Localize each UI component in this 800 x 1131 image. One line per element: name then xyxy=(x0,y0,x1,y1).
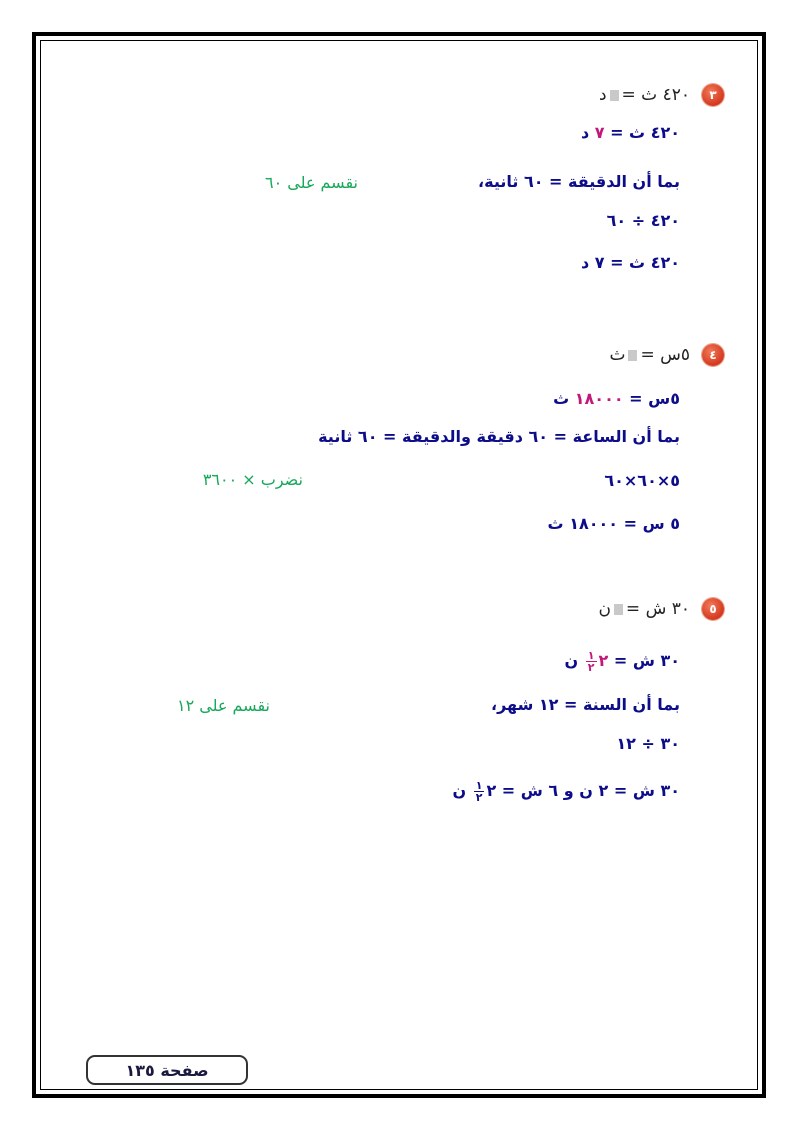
problem-expression: ٤٢٠ ث = xyxy=(621,85,690,105)
blank-box xyxy=(614,604,623,615)
blank-box xyxy=(628,350,637,361)
page-number-label: صفحة ١٣٥ xyxy=(86,1055,248,1085)
problem-expression: ٣٠ ش = xyxy=(625,599,690,619)
answer-expression: ٤٢٠ ث = xyxy=(610,123,680,142)
problem-4-answer xyxy=(553,389,680,408)
problem-3-fact: بما أن الدقيقة = ٦٠ ثانية، xyxy=(478,172,680,191)
answer-whole: ٢ xyxy=(598,651,609,670)
problem-unit: ث xyxy=(609,345,626,365)
fraction-numerator: ١ xyxy=(587,649,595,662)
problem-expression: ٥س = xyxy=(640,345,690,365)
problem-5-fact: بما أن السنة = ١٢ شهر، xyxy=(490,695,680,714)
problem-3-note: نقسم على ٦٠ xyxy=(264,173,358,192)
problem-3-heading xyxy=(599,84,724,106)
fraction-denominator: ٢ xyxy=(587,661,595,674)
problem-5-note: نقسم على ١٢ xyxy=(176,696,270,715)
problem-3-step: ٤٢٠ ÷ ٦٠ xyxy=(606,211,680,230)
problem-3-answer xyxy=(581,123,680,142)
result-unit: ن xyxy=(452,781,467,800)
problem-5-heading xyxy=(598,598,724,620)
result-fraction xyxy=(474,780,485,803)
answer-expression: ٣٠ ش = xyxy=(613,651,680,670)
result-whole: ٢ xyxy=(486,781,497,800)
problem-4-result: ٥ س = ١٨٠٠٠ ث xyxy=(547,514,680,533)
blank-box xyxy=(610,90,619,101)
problem-number-badge: ٣ xyxy=(702,84,724,106)
answer-unit: ن xyxy=(564,651,579,670)
problem-5-step: ٣٠ ÷ ١٢ xyxy=(616,734,680,753)
answer-expression: ٥س = xyxy=(629,389,680,408)
answer-unit: د xyxy=(580,123,590,142)
problem-4-heading xyxy=(609,344,724,366)
problem-4-fact: بما أن الساعة = ٦٠ دقيقة والدقيقة = ٦٠ ثانية xyxy=(318,427,680,446)
problem-3-result: ٤٢٠ ث = ٧ د xyxy=(580,253,680,272)
problem-4-step: ٥×٦٠×٦٠ xyxy=(604,471,680,490)
problem-4-note: نضرب × ٣٦٠٠ xyxy=(202,470,303,489)
answer-value: ١٨٠٠٠ xyxy=(574,389,624,408)
problem-5-answer xyxy=(565,650,680,673)
answer-unit: ث xyxy=(553,389,570,408)
problem-number-badge: ٥ xyxy=(702,598,724,620)
problem-number-badge: ٤ xyxy=(702,344,724,366)
page-border-inner xyxy=(40,40,758,1090)
fraction-numerator: ١ xyxy=(475,779,483,792)
problem-unit: ن xyxy=(598,599,611,619)
problem-5-result xyxy=(453,780,681,803)
fraction-denominator: ٢ xyxy=(475,791,483,804)
problem-unit: د xyxy=(598,85,607,105)
answer-value: ٧ xyxy=(594,123,605,142)
answer-fraction xyxy=(586,650,597,673)
result-expression: ٣٠ ش = ٢ ن و ٦ ش = xyxy=(501,781,680,800)
